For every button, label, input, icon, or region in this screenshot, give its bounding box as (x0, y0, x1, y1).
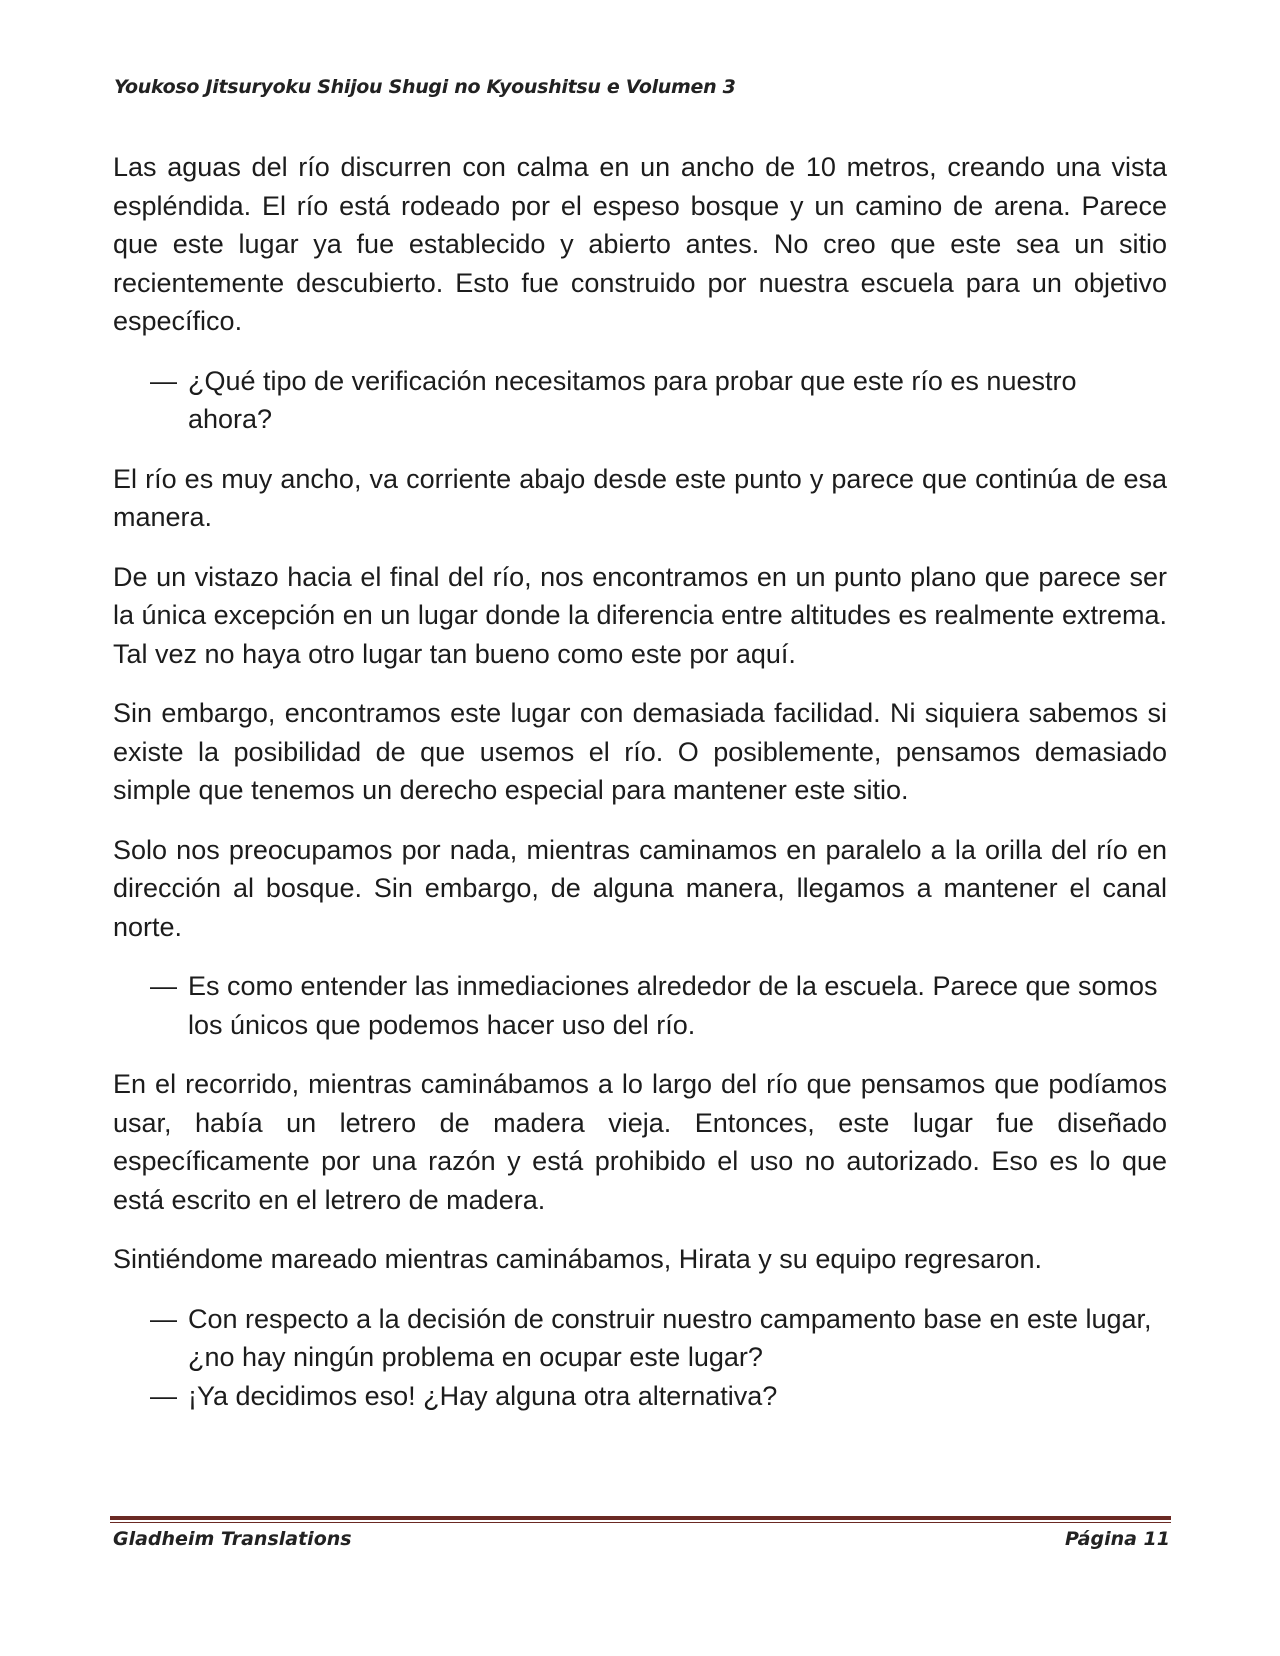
page-number: Página 11 (1064, 1528, 1170, 1550)
dialogue-text: Es como entender las inmediaciones alrededor de la escuela. Parece que somos los únicos que podemos hacer uso del río. (188, 971, 1158, 1040)
footer-divider-thin (110, 1522, 1171, 1523)
dialogue-line (113, 967, 1167, 1044)
dialogue-line (113, 1377, 1167, 1416)
dialogue-text: ¿Qué tipo de verificación necesitamos para probar que este río es nuestro ahora? (188, 365, 1077, 434)
dialogue-text: Con respecto a la decisión de construir nuestro campamento base en este lugar, ¿no hay ningún problema en ocupar este lugar? (188, 1303, 1152, 1372)
body-text (113, 148, 1167, 1436)
dialogue-block (113, 967, 1167, 1044)
paragraph: El río es muy ancho, va corriente abajo desde este punto y parece que continúa de esa manera. (113, 463, 1167, 532)
paragraph: Las aguas del río discurren con calma en un ancho de 10 metros, creando una vista espléndida. El río está rodeado por el espeso bosque y un camino de arena. Parece que este lugar ya fue establecido y abierto antes. No creo que este sea un sitio recientemente descubierto. Esto fue construido por nuestra escuela para un objetivo específico. (113, 152, 1167, 336)
dialogue-dash: — (150, 365, 177, 396)
footer-credit: Gladheim Translations (113, 1528, 352, 1550)
dialogue-block (113, 1300, 1167, 1416)
dialogue-text: ¡Ya decidimos eso! ¿Hay alguna otra alternativa? (188, 1380, 778, 1411)
paragraph: En el recorrido, mientras caminábamos a lo largo del río que pensamos que podíamos usar, había un letrero de madera vieja. Entonces, este lugar fue diseñado específicamente por una razón y está prohibido el uso no autorizado. Eso es lo que está escrito en el letrero de madera. (113, 1069, 1167, 1215)
paragraph: Sintiéndome mareado mientras caminábamos, Hirata y su equipo regresaron. (113, 1244, 1042, 1274)
dialogue-line (113, 1300, 1167, 1377)
dialogue-dash: — (150, 1380, 177, 1411)
dialogue-dash: — (150, 1303, 177, 1334)
footer-divider (110, 1516, 1171, 1520)
dialogue-dash: — (150, 971, 177, 1001)
dialogue-line (113, 362, 1167, 439)
paragraph: Sin embargo, encontramos este lugar con demasiada facilidad. Ni siquiera sabemos si existe la posibilidad de que usemos el río. O posiblemente, pensamos demasiado simple que tenemos un derecho especial para mantener este sitio. (113, 698, 1167, 805)
dialogue-block (113, 362, 1167, 439)
running-header-title: Youkoso Jitsuryoku Shijou Shugi no Kyoushitsu e Volumen 3 (114, 76, 736, 98)
paragraph: De un vistazo hacia el final del río, nos encontramos en un punto plano que parece ser la única excepción en un lugar donde la diferencia entre altitudes es realmente extrema. Tal vez no haya otro lugar tan bueno como este por aquí. (113, 561, 1167, 669)
paragraph: Solo nos preocupamos por nada, mientras caminamos en paralelo a la orilla del río en dirección al bosque. Sin embargo, de alguna manera, llegamos a mantener el canal norte. (113, 834, 1167, 942)
